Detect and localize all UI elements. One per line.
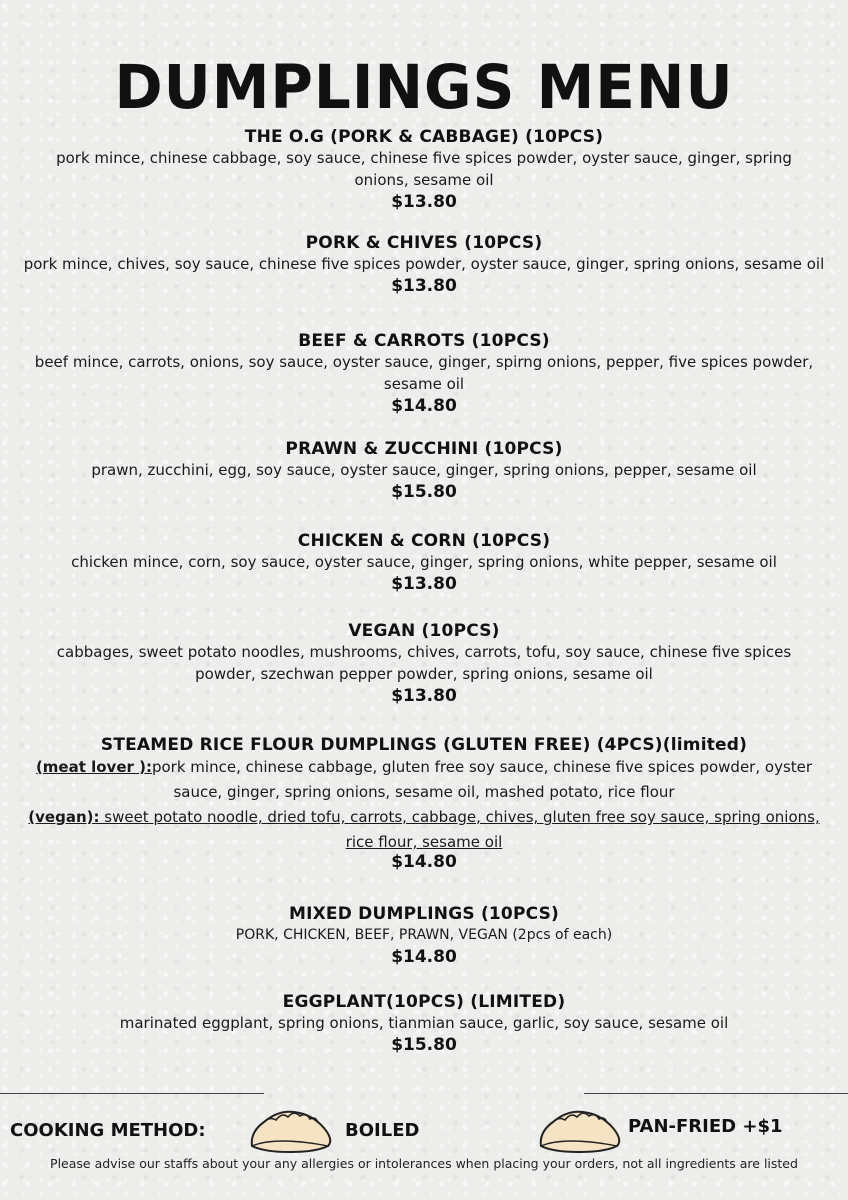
item-price: $15.80 bbox=[391, 482, 457, 502]
menu-item-chicken-corn bbox=[20, 531, 828, 595]
menu-item-prawn-zucchini bbox=[20, 439, 828, 503]
item-description: chicken mince, corn, soy sauce, oyster sauce, ginger, spring onions, white pepper, sesame oil bbox=[71, 553, 777, 571]
pan-fried-option: PAN-FRIED +$1 bbox=[628, 1116, 783, 1137]
divider-left bbox=[0, 1093, 264, 1094]
item-description: prawn, zucchini, egg, soy sauce, oyster sauce, ginger, spring onions, pepper, sesame oil bbox=[91, 461, 757, 479]
item-name: PORK & CHIVES (10PCS) bbox=[305, 233, 543, 253]
item-description: beef mince, carrots, onions, soy sauce, oyster sauce, ginger, spirng onions, pepper, five spices powder, sesame oil bbox=[34, 353, 814, 393]
vegan-label: (vegan): bbox=[28, 808, 100, 826]
menu-item-steamed-rice-flour bbox=[20, 735, 828, 873]
item-description: pork mince, chives, soy sauce, chinese five spices powder, oyster sauce, ginger, spring onions, sesame oil bbox=[23, 255, 825, 273]
menu-item-mixed bbox=[20, 904, 828, 968]
meat-lover-variant bbox=[20, 755, 828, 805]
item-name: CHICKEN & CORN (10PCS) bbox=[297, 531, 551, 551]
meat-lover-label: (meat lover ): bbox=[35, 758, 152, 776]
item-price: $14.80 bbox=[391, 396, 457, 416]
dumpling-icon bbox=[246, 1106, 336, 1158]
menu-item-beef-carrots bbox=[20, 331, 828, 417]
item-price: $13.80 bbox=[391, 686, 457, 706]
item-name: PRAWN & ZUCCHINI (10PCS) bbox=[285, 439, 563, 459]
item-name: BEEF & CARROTS (10PCS) bbox=[298, 331, 550, 351]
divider-right bbox=[584, 1093, 848, 1094]
item-name: EGGPLANT(10PCS) (LIMITED) bbox=[282, 992, 566, 1012]
menu-item-og bbox=[20, 127, 828, 213]
allergy-note: Please advise our staffs about your any allergies or intolerances when placing your orders, not all ingredients are listed bbox=[50, 1156, 798, 1171]
vegan-description: sweet potato noodle, dried tofu, carrots, cabbage, chives, gluten free soy sauce, spring onions, rice flour, sesame oil bbox=[99, 808, 820, 851]
item-price: $14.80 bbox=[391, 852, 457, 872]
menu-item-vegan bbox=[20, 621, 828, 707]
menu-item-pork-chives bbox=[20, 233, 828, 297]
item-name: VEGAN (10PCS) bbox=[348, 621, 500, 641]
dumpling-icon bbox=[535, 1106, 625, 1158]
item-description: marinated eggplant, spring onions, tianmian sauce, garlic, soy sauce, sesame oil bbox=[119, 1014, 729, 1032]
cooking-method-label: COOKING METHOD: bbox=[10, 1120, 206, 1141]
item-price: $13.80 bbox=[391, 574, 457, 594]
item-description: cabbages, sweet potato noodles, mushrooms, chives, carrots, tofu, soy sauce, chinese five spices powder, szechwan pepper powder, spring onions, sesame oil bbox=[56, 643, 792, 683]
vegan-variant bbox=[20, 805, 828, 855]
item-price: $15.80 bbox=[391, 1035, 457, 1055]
cooking-method-row bbox=[0, 1106, 848, 1156]
item-price: $13.80 bbox=[391, 192, 457, 212]
item-price: $14.80 bbox=[391, 947, 457, 967]
meat-lover-description: pork mince, chinese cabbage, gluten free soy sauce, chinese five spices powder, oyster sauce, ginger, spring onions, sesame oil, mashed potato, rice flour bbox=[151, 758, 813, 801]
menu-item-eggplant bbox=[20, 992, 828, 1056]
item-name: THE O.G (PORK & CABBAGE) (10PCS) bbox=[244, 127, 604, 147]
item-description: pork mince, chinese cabbage, soy sauce, chinese five spices powder, oyster sauce, ginger, spring onions, sesame oil bbox=[56, 149, 792, 189]
menu-title: DUMPLINGS MENU bbox=[114, 51, 734, 123]
item-description: PORK, CHICKEN, BEEF, PRAWN, VEGAN (2pcs of each) bbox=[235, 927, 613, 943]
item-price: $13.80 bbox=[391, 276, 457, 296]
item-name: MIXED DUMPLINGS (10PCS) bbox=[288, 904, 560, 924]
item-name: STEAMED RICE FLOUR DUMPLINGS (GLUTEN FREE) (4PCS)(limited) bbox=[100, 735, 748, 755]
boiled-option: BOILED bbox=[345, 1120, 420, 1141]
